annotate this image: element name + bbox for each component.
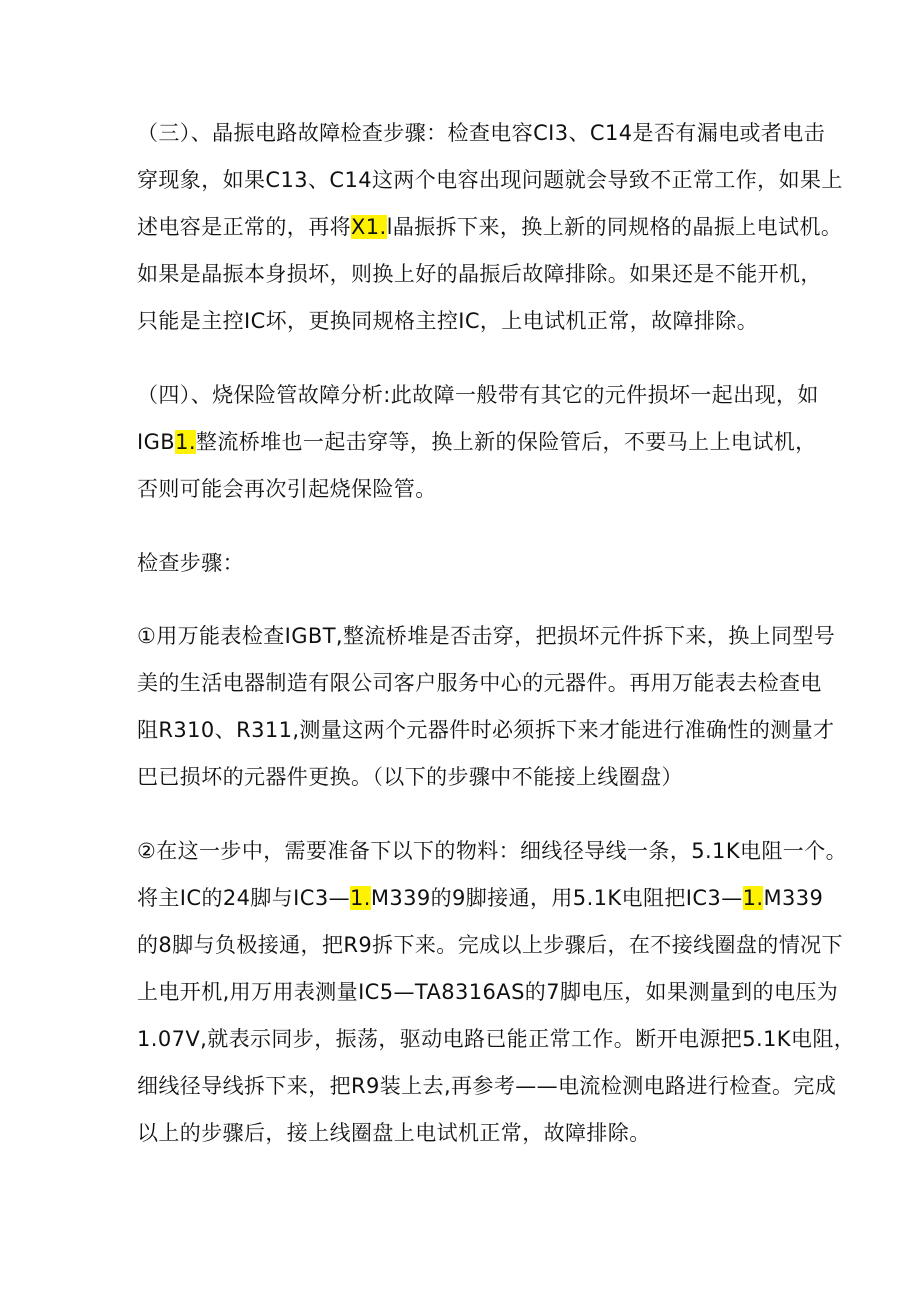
- paragraph-step1-line-2: 美的生活电器制造有限公司客户服务中心的元器件。再用万能表去检查电: [137, 671, 822, 695]
- paragraph-step2-line-3: 的8脚与负极接通，把R9拆下来。完成以上步骤后，在不接线圈盘的情况下: [137, 933, 843, 957]
- paragraph-step2-line-2: [137, 875, 824, 921]
- paragraph-fuse-line-1: （四）、烧保险管故障分析:此故障一般带有其它的元件损坏一起出现，如: [137, 383, 819, 407]
- text-segment: 整流桥堆也一起击穿等，换上新的保险管后，不要马上上电试机，: [195, 430, 817, 454]
- highlighted-text: 1.: [175, 430, 196, 454]
- paragraph-fuse-line-2: [137, 419, 817, 465]
- text-segment: IGB: [137, 430, 176, 454]
- paragraph-crystal-line-1: （三）、晶振电路故障检查步骤：检查电容CI3、C14是否有漏电或者电击: [137, 121, 826, 145]
- text-segment: 述电容是正常的，再将: [137, 215, 351, 239]
- paragraph-step1-line-4: 巴已损坏的元器件更换。（以下的步骤中不能接上线圈盘）: [137, 765, 683, 789]
- paragraph-crystal-line-4: 如果是晶振本身损坏，则换上好的晶振后故障排除。如果还是不能开机，: [137, 262, 822, 286]
- text-segment: l晶振拆下来，换上新的同规格的晶振上电试机。: [386, 215, 843, 239]
- paragraph-crystal-line-3: [137, 204, 843, 250]
- paragraph-step2-line-5: 1.07V,就表示同步，振荡，驱动电路已能正常工作。断开电源把5.1K电阻，: [137, 1027, 856, 1051]
- text-segment: M339的9脚接通，用5.1K电阻把IC3—: [370, 886, 743, 910]
- paragraph-crystal-line-2: 穿现象，如果C13、C14这两个电容出现问题就会导致不正常工作，如果上: [137, 168, 843, 192]
- paragraph-step2-line-4: 上电开机,用万用表测量IC5—TA8316AS的7脚电压，如果测量到的电压为: [137, 980, 839, 1004]
- paragraph-step2-line-7: 以上的步骤后，接上线圈盘上电试机正常，故障排除。: [137, 1121, 651, 1145]
- highlighted-text: X1.: [351, 215, 387, 239]
- text-segment: M339: [763, 886, 824, 910]
- paragraph-step2-line-6: 细线径导线拆下来，把R9装上去,再参考——电流检测电路进行检查。完成: [137, 1074, 837, 1098]
- highlighted-text: 1.: [350, 886, 371, 910]
- text-segment: 将主IC的24脚与IC3—: [137, 886, 350, 910]
- paragraph-step1-line-3: 阻R310、R311,测量这两个元器件时必须拆下来才能进行准确性的测量才: [137, 718, 835, 742]
- paragraph-step1-line-1: ①用万能表检查IGBT,整流桥堆是否击穿，把损坏元件拆下来，换上同型号: [137, 624, 836, 648]
- paragraph-fuse-line-3: 否则可能会再次引起烧保险管。: [137, 477, 437, 501]
- highlighted-text: 1.: [742, 886, 764, 910]
- paragraph-crystal-line-5: 只能是主控IC坏，更换同规格主控IC，上电试机正常，故障排除。: [137, 309, 759, 333]
- paragraph-step2-line-1: ②在这一步中，需要准备下以下的物料：细线径导线一条，5.1K电阻一个。: [137, 839, 847, 863]
- section-heading-check-steps: 检查步骤：: [137, 551, 244, 575]
